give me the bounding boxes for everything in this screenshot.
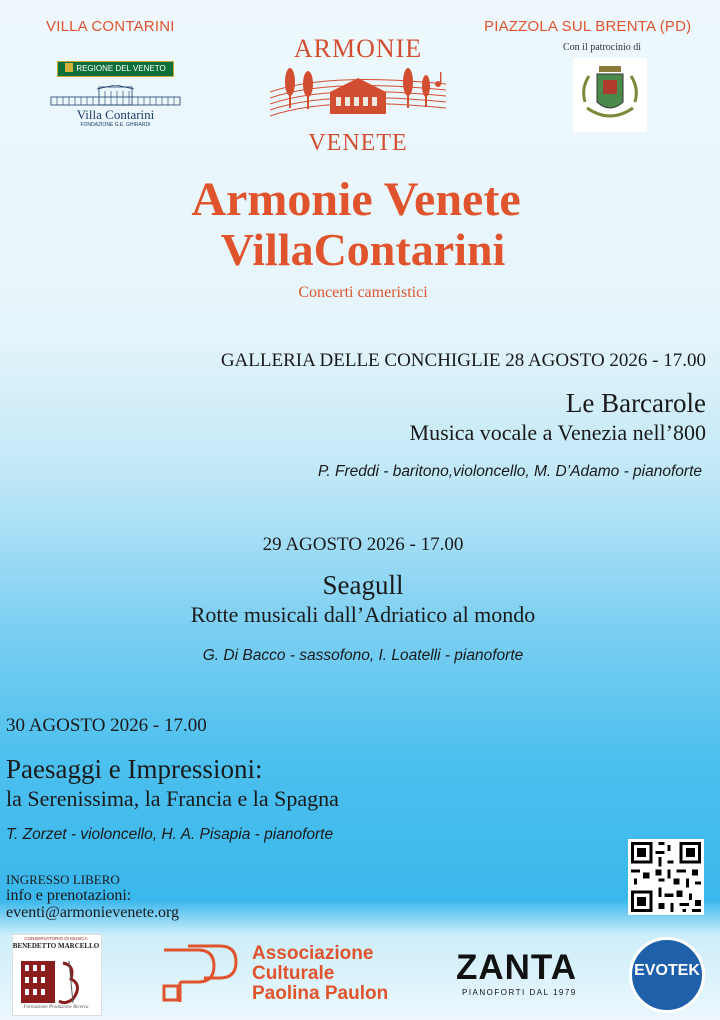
event-date: 30 AGOSTO 2026 - 17.00 bbox=[6, 715, 207, 736]
evotek-logo-text: EVOTEK bbox=[634, 962, 700, 979]
association-line: Paolina Paulon bbox=[252, 983, 389, 1004]
villa-logo-text: Villa Contarini bbox=[76, 107, 155, 122]
event-subtitle: la Serenissima, la Francia e la Spagna bbox=[6, 786, 339, 811]
armonie-villa-music-logo bbox=[268, 62, 448, 132]
villa-logo-subtext: FONDAZIONE G.E. GHIRARDI bbox=[80, 122, 151, 128]
concert-subtitle: Concerti cameristici bbox=[298, 284, 428, 301]
booking-info-label: info e prenotazioni: bbox=[6, 887, 132, 904]
main-title: Armonie Venete bbox=[191, 173, 521, 226]
patronage-label: Con il patrocinio di bbox=[563, 42, 642, 53]
qr-code-icon[interactable] bbox=[628, 839, 704, 915]
event-date: GALLERIA DELLE CONCHIGLIE 28 AGOSTO 2026 - 17.00 bbox=[220, 350, 706, 371]
association-line: Culturale bbox=[252, 963, 335, 984]
conservatorio-top-label: CONSERVATORIO DI MUSICA bbox=[24, 936, 88, 941]
paolina-paulon-logo-icon bbox=[158, 942, 238, 1006]
armonie-logo-top: ARMONIE bbox=[293, 34, 423, 63]
event-title: Le Barcarole bbox=[565, 388, 706, 418]
municipal-crest-icon bbox=[573, 58, 647, 132]
regione-logo-text: REGIONE DEL VENETO bbox=[76, 64, 166, 73]
event-date: 29 AGOSTO 2026 - 17.00 bbox=[262, 534, 464, 555]
main-title-line2: VillaContarini bbox=[220, 224, 506, 275]
venue-label: VILLA CONTARINI bbox=[46, 18, 175, 35]
event-title: Paesaggi e Impressioni: bbox=[6, 754, 263, 784]
association-line: Associazione bbox=[252, 943, 374, 964]
zanta-tagline: PIANOFORTI DAL 1979 bbox=[462, 988, 577, 997]
armonie-logo-bottom: VENETE bbox=[308, 130, 408, 156]
event-performers: T. Zorzet - violoncello, H. A. Pisapia - pianoforte bbox=[6, 826, 334, 843]
free-entry-label: INGRESSO LIBERO bbox=[6, 872, 120, 887]
conservatorio-name: BENEDETTO MARCELLO bbox=[12, 942, 100, 950]
event-title: Seagull bbox=[322, 570, 404, 600]
location-label: PIAZZOLA SUL BRENTA (PD) bbox=[484, 18, 692, 35]
event-subtitle: Rotte musicali dall’Adriatico al mondo bbox=[190, 602, 536, 627]
booking-email-link[interactable]: eventi@armonievenete.org bbox=[6, 904, 180, 921]
conservatorio-tagline: Formazione Produzione Ricerca bbox=[23, 1005, 89, 1010]
regione-shield-icon bbox=[65, 63, 73, 72]
event-performers: P. Freddi - baritono,violoncello, M. D’Adamo - pianoforte bbox=[318, 463, 702, 480]
event-performers: G. Di Bacco - sassofono, I. Loatelli - pianoforte bbox=[202, 647, 524, 664]
regione-veneto-logo bbox=[57, 61, 174, 77]
event-subtitle: Musica vocale a Venezia nell’800 bbox=[409, 420, 706, 445]
zanta-logo: ZANTA bbox=[456, 948, 577, 987]
association-name bbox=[252, 944, 388, 1004]
